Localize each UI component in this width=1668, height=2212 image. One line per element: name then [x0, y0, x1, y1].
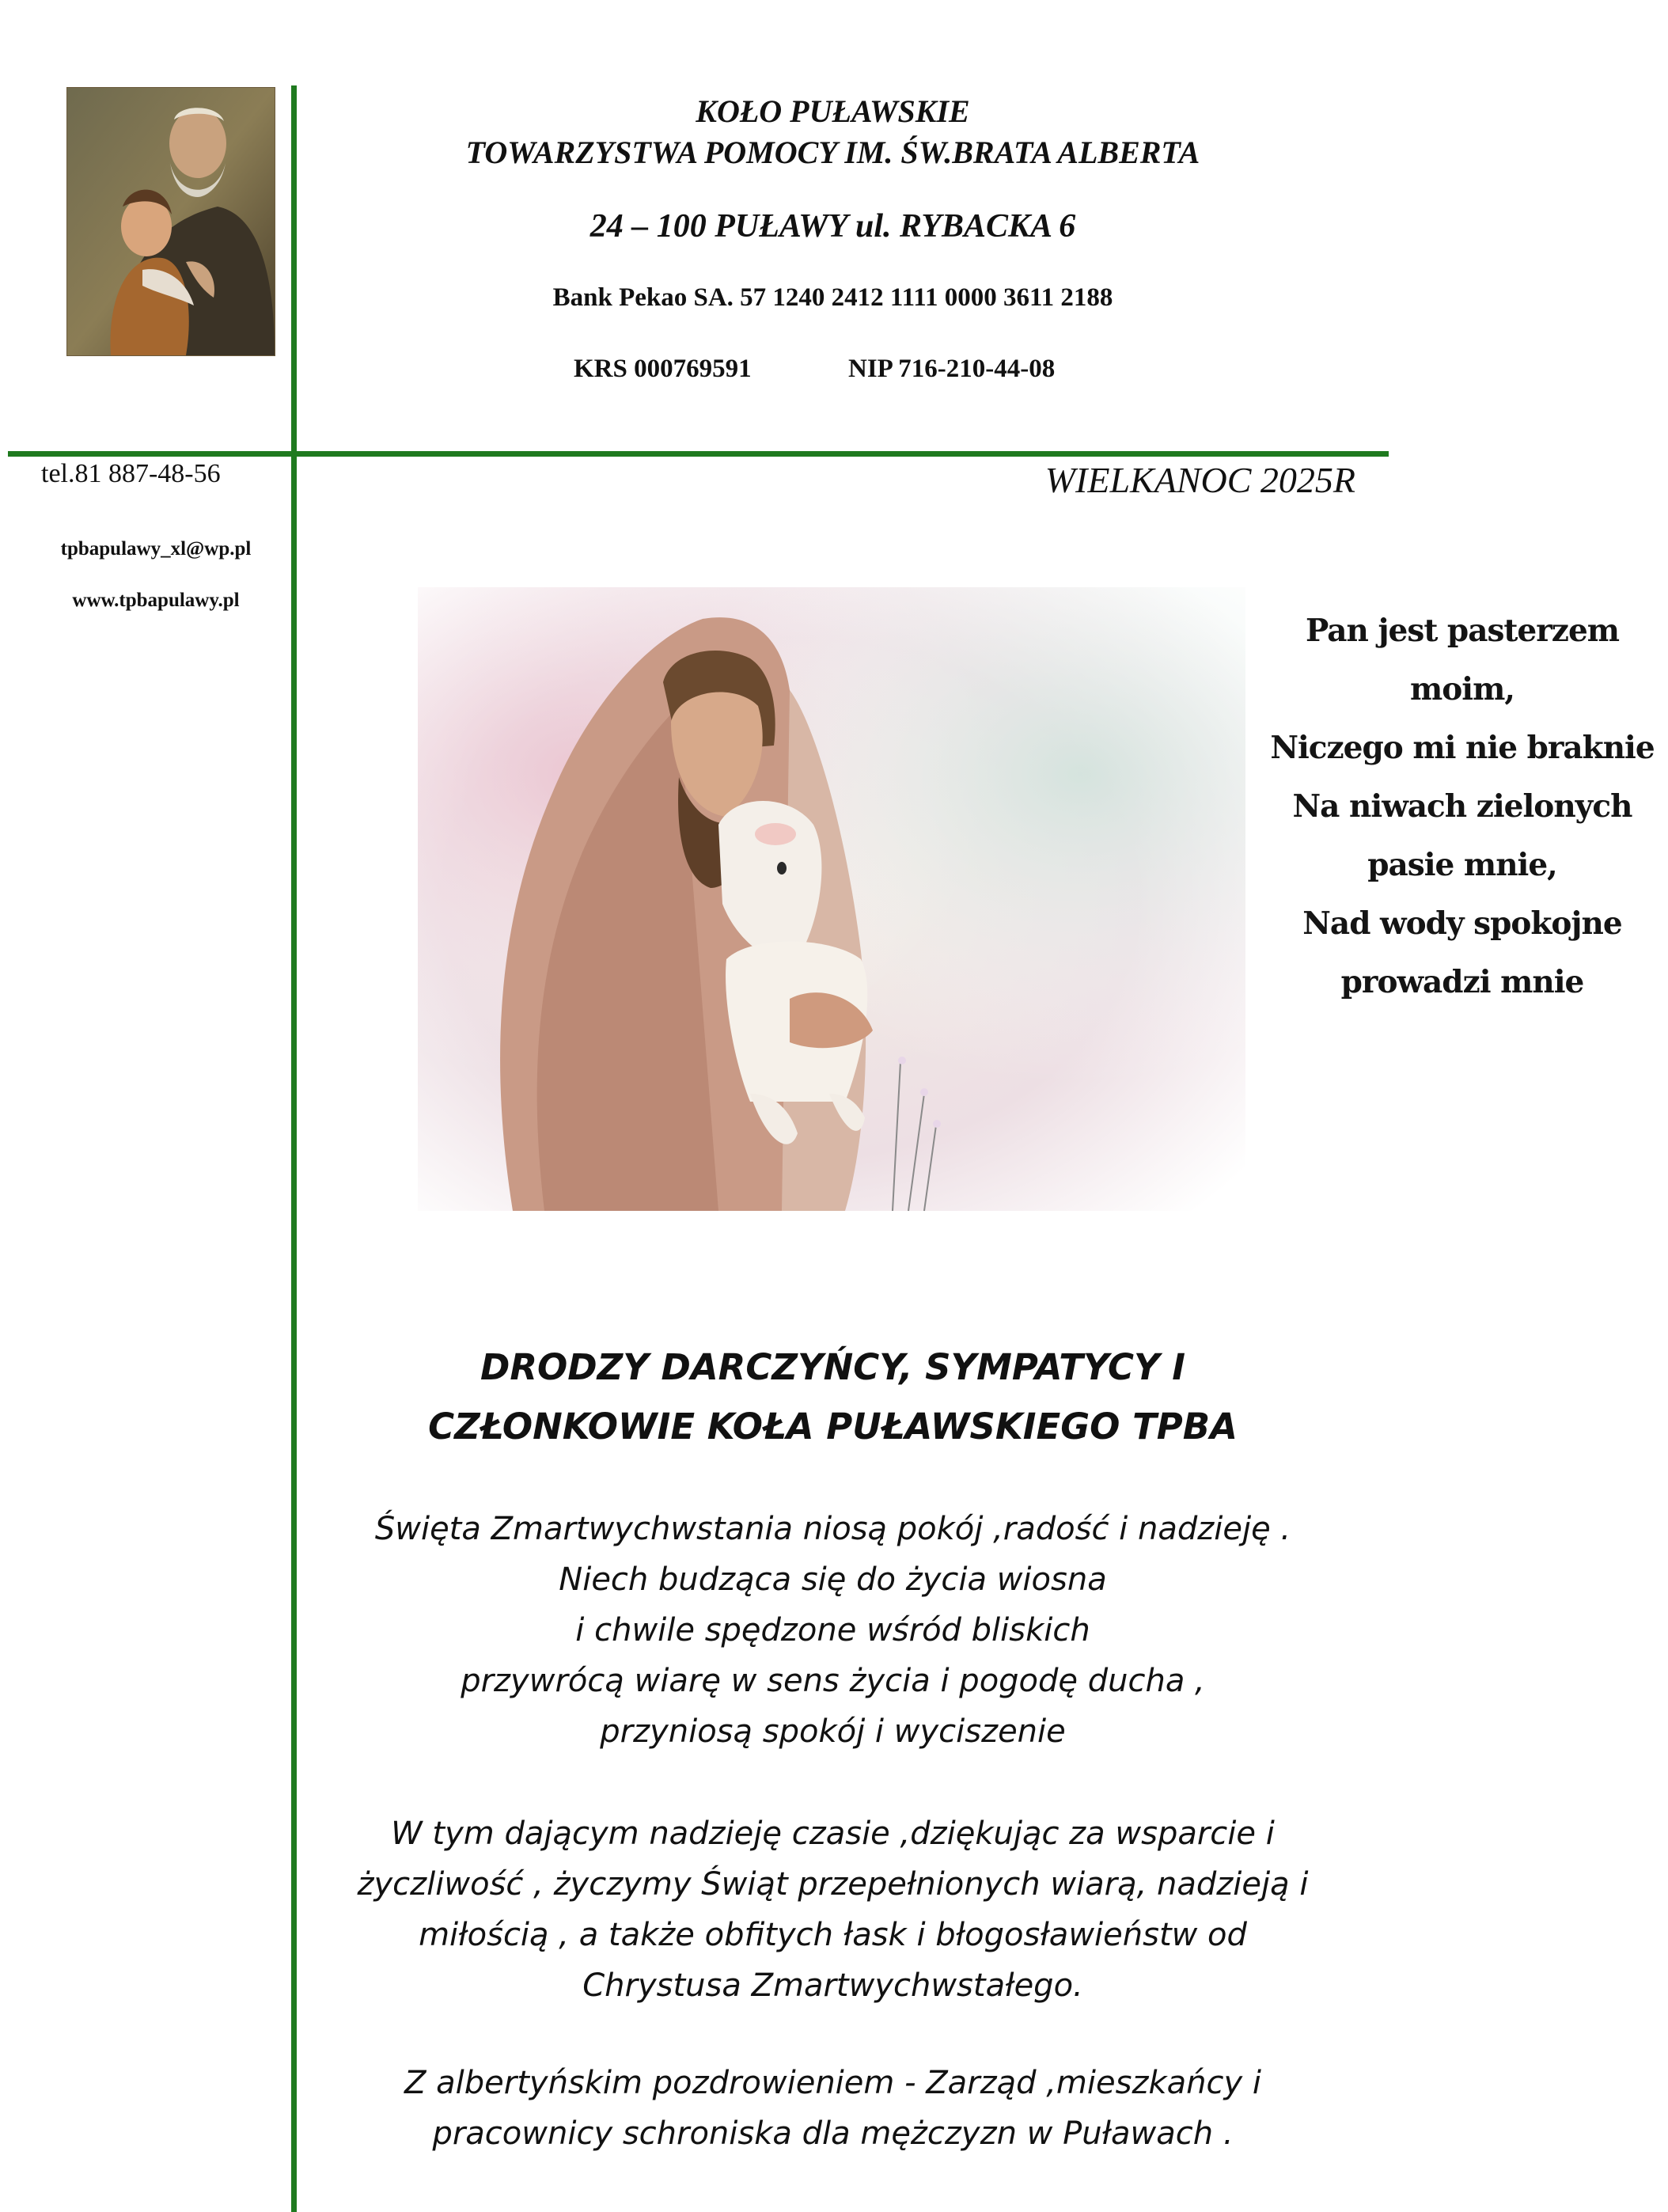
- psalm-quote: Pan jest pasterzem moim, Niczego mi nie braknie Na niwach zielonych pasie mnie, Nad wody spokojne prowadzi mnie: [1270, 613, 1655, 1000]
- signature-paragraph: Z albertyńskim pozdrowieniem - Zarząd ,mieszkańcy i pracownicy schroniska dla mężczyzn w Puławach .: [404, 2065, 1261, 2152]
- greeting-title: DRODZY DARCZYŃCY, SYMPATYCY I CZŁONKOWIE KOŁA PUŁAWSKIEGO TPBA: [428, 1346, 1238, 1447]
- organization-address: 24 – 100 PUŁAWY ul. RYBACKA 6: [589, 208, 1076, 245]
- brother-albert-portrait: [66, 87, 275, 356]
- email-address: tpbapulawy_xl@wp.pl: [60, 538, 252, 560]
- green-horizontal-divider: [8, 451, 1389, 457]
- nip-number: NIP 716-210-44-08: [848, 355, 1056, 383]
- website-address: www.tpbapulawy.pl: [72, 590, 240, 611]
- easter-wishes-paragraph: Święta Zmartwychwstania niosą pokój ,radość i nadzieję . Niech budząca się do życia wiosna i chwile spędzone wśród bliskich przywrócą wiarę w sens życia i pogodę ducha , przyniosą spokój i wyciszenie: [374, 1511, 1291, 1750]
- krs-number: KRS 000769591: [574, 355, 752, 383]
- bank-account: Bank Pekao SA. 57 1240 2412 1111 0000 3611 2188: [552, 283, 1113, 312]
- thanks-paragraph: W tym dającym nadzieję czasie ,dziękując za wsparcie i życzliwość , życzymy Świąt przepełnionych wiarą, nadzieją i miłością , a także obfitych łask i błogosławieństw od Chrystusa Zmartwychwstałego.: [357, 1816, 1309, 2004]
- phone-number: tel.81 887-48-56: [41, 459, 221, 488]
- occasion-title: WIELKANOC 2025R: [1044, 460, 1355, 500]
- good-shepherd-image: [418, 587, 1655, 1211]
- organization-name: KOŁO PUŁAWSKIE TOWARZYSTWA POMOCY IM. ŚW.BRATA ALBERTA: [465, 93, 1200, 170]
- green-vertical-divider: [291, 85, 297, 2212]
